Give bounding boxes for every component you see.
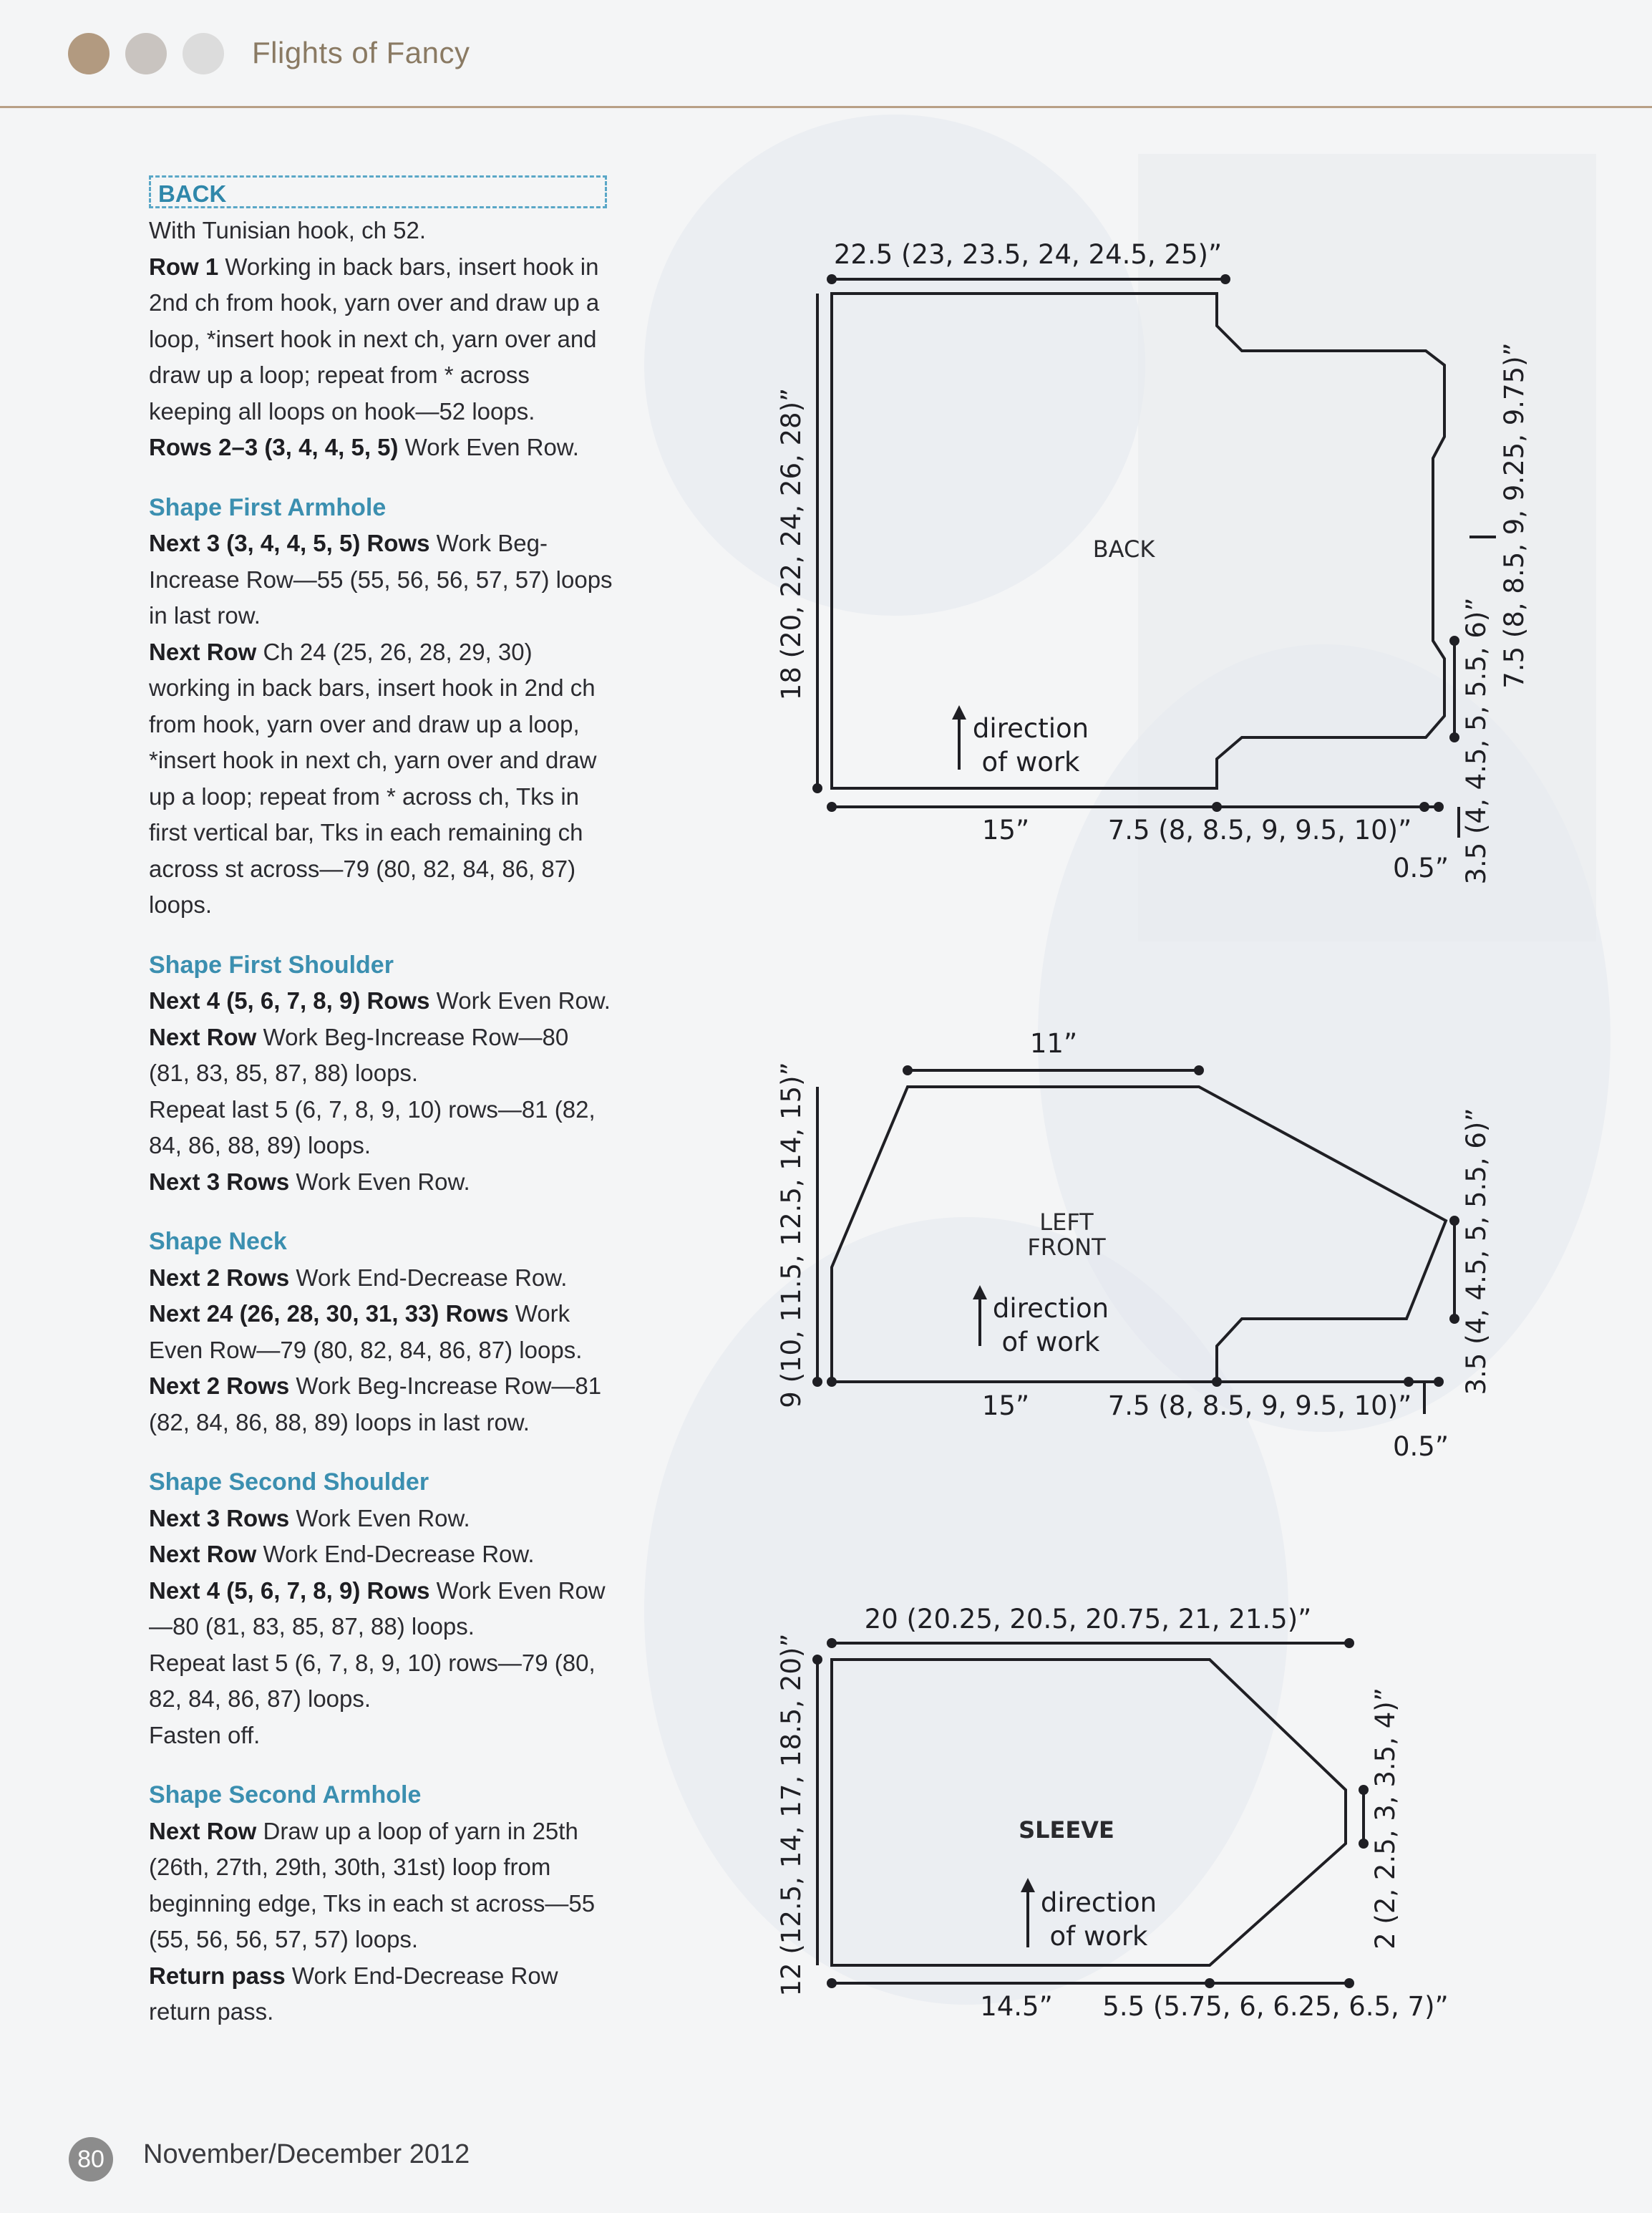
dim-dot (1449, 636, 1459, 646)
section-heading: Shape Second Armhole (149, 1781, 422, 1808)
dim-dot (827, 1377, 837, 1387)
instruction-text: Work Even Row. (429, 987, 611, 1014)
dim-dot (1205, 1978, 1215, 1988)
back-armhole-height: 3.5 (4, 4.5, 5, 5.5, 6)” (1461, 597, 1492, 885)
instruction-text: Repeat last 5 (6, 7, 8, 9, 10) rows—81 (82, 84, 86, 88, 89) loops. (149, 1095, 596, 1158)
instruction-label: Next 24 (26, 28, 30, 31, 33) Rows (149, 1300, 509, 1327)
front-label: FRONT (1027, 1234, 1106, 1261)
dim-dot (827, 1978, 837, 1988)
sleeve-label: SLEEVE (1019, 1816, 1114, 1844)
dim-dot (1344, 1978, 1354, 1988)
dim-dot (1434, 1377, 1444, 1387)
instruction-text: Fasten off. (149, 1721, 261, 1748)
front-right-height: 3.5 (4, 4.5, 5, 5.5, 6)” (1461, 1108, 1492, 1395)
instruction-label: Next 2 Rows (149, 1372, 290, 1399)
arrow-head (973, 1285, 987, 1299)
section-heading: Shape Second Shoulder (149, 1468, 429, 1496)
dim-dot (1220, 274, 1230, 284)
front-left-height: 9 (10, 11.5, 12.5, 14, 15)” (776, 1062, 807, 1408)
dim-dot (1344, 1638, 1354, 1648)
magazine-section-title: Flights of Fancy (252, 36, 470, 69)
dim-dot (1419, 802, 1429, 812)
instruction-label: Return pass (149, 1962, 286, 1989)
dim-dot (827, 802, 837, 812)
instruction-label: Next Row (149, 1817, 257, 1844)
sleeve-top-width: 20 (20.25, 20.5, 20.75, 21, 21.5)” (864, 1604, 1312, 1635)
instruction-text: Work Even Row. (289, 1504, 470, 1531)
arrow-head (952, 705, 966, 720)
instruction-label: Next Row (149, 1541, 257, 1567)
instruction-text: Work Beg-Increase Row—80 (81, 83, 85, 87, 88) loops. (149, 1023, 569, 1086)
direction-label: direction (1040, 1887, 1157, 1918)
back-small-dim: 0.5” (1392, 853, 1449, 883)
back-label: BACK (1092, 536, 1155, 563)
instruction-label: Next 4 (5, 6, 7, 8, 9) Rows (149, 1577, 430, 1604)
issue-date: November/December 2012 (143, 2139, 470, 2169)
back-right-height: 7.5 (8, 8.5, 9, 9.25, 9.75)” (1499, 342, 1530, 689)
sleeve-bottom-right: 5.5 (5.75, 6, 6.25, 6.5, 7)” (1102, 1991, 1449, 2022)
instruction-text: Work End-Decrease Row. (289, 1264, 568, 1291)
dim-dot (1194, 1065, 1204, 1075)
direction-label: direction (972, 713, 1089, 744)
dim-dot (1359, 1839, 1369, 1849)
section-heading: Shape First Armhole (149, 493, 387, 521)
sleeve-outline (832, 1660, 1346, 1965)
back-bottom-left: 15” (981, 815, 1030, 846)
dim-dot (1212, 802, 1222, 812)
instruction-text: Work Beg-Increase Row—55 (55, 56, 56, 57, 57) loops in last row. (149, 530, 613, 629)
sleeve-right-height: 2 (2, 2.5, 3, 3.5, 4)” (1370, 1687, 1401, 1950)
instruction-text: Ch 24 (25, 26, 28, 29, 30) working in back bars, insert hook in 2nd ch from hook, yarn over and draw up a loop, *insert hook in next ch, yarn over and draw up a loop; repeat from * across ch, Tks in first vertical bar, Tks in each remaining ch across st across—79 (80, 82, 84, 86, 87) loops. (149, 638, 597, 918)
section-heading: Shape First Shoulder (149, 951, 394, 979)
front-label: LEFT (1039, 1209, 1094, 1236)
instruction-text: Draw up a loop of yarn in 25th (26th, 27th, 29th, 30th, 31st) loop from beginning edge, Tks in each st across—55 (55, 56, 56, 57, 57) loops. (149, 1817, 596, 1952)
front-bottom-left: 15” (981, 1390, 1030, 1421)
instruction-label: Next Row (149, 1023, 257, 1050)
direction-label: direction (992, 1293, 1109, 1324)
instruction-text: Work Even Row. (398, 434, 579, 460)
instruction-text: Work Even Row. (289, 1168, 470, 1195)
instruction-label: Next 3 Rows (149, 1504, 290, 1531)
dim-dot (1359, 1785, 1369, 1795)
instruction-label: Row 1 (149, 253, 219, 280)
front-top-width: 11” (1029, 1028, 1078, 1059)
instruction-text: Work Beg-Increase Row—81 (82, 84, 86, 88, 89) loops in last row. (149, 1372, 602, 1435)
instruction-label: Rows 2–3 (3, 4, 4, 5, 5) (149, 434, 399, 460)
direction-label: of work (1049, 1921, 1148, 1952)
back-top-width: 22.5 (23, 23.5, 24, 24.5, 25)” (833, 239, 1223, 270)
dim-dot (1404, 1377, 1414, 1387)
page-number: 80 (69, 2137, 113, 2181)
instruction-text: Work End-Decrease Row return pass. (149, 1962, 558, 2025)
direction-label: of work (981, 747, 1080, 778)
instruction-label: Next 3 (3, 4, 4, 5, 5) Rows (149, 530, 430, 556)
left-front-outline (832, 1087, 1446, 1382)
instruction-label: Next 4 (5, 6, 7, 8, 9) Rows (149, 987, 430, 1014)
instruction-text: Work Even Row—80 (81, 83, 85, 87, 88) loops. (149, 1577, 606, 1640)
left-front-schematic (817, 1070, 1454, 1414)
dim-dot (903, 1065, 913, 1075)
front-bottom-right: 7.5 (8, 8.5, 9, 9.5, 10)” (1107, 1390, 1412, 1421)
instruction-label: Next Row (149, 638, 257, 665)
instruction-label: Next 2 Rows (149, 1264, 290, 1291)
instruction-label: Next 3 Rows (149, 1168, 290, 1195)
instruction-text: Work Even Row—79 (80, 82, 84, 86, 87) loops. (149, 1300, 583, 1363)
direction-label: of work (1001, 1327, 1100, 1357)
instruction-text: Repeat last 5 (6, 7, 8, 9, 10) rows—79 (80, 82, 84, 86, 87) loops. (149, 1649, 596, 1712)
dim-dot (1212, 1377, 1222, 1387)
dim-dot (827, 1638, 837, 1648)
back-bottom-right: 7.5 (8, 8.5, 9, 9.5, 10)” (1107, 815, 1412, 846)
back-schematic (817, 279, 1496, 838)
front-small-dim: 0.5” (1392, 1431, 1449, 1462)
instruction-text: Working in back bars, insert hook in 2nd ch from hook, yarn over and draw up a loop, *insert hook in next ch, yarn over and draw up a loop; repeat from * across keeping all loops on hook—52 loops. (149, 253, 600, 425)
dim-dot (827, 274, 837, 284)
dim-dot (1449, 732, 1459, 742)
back-left-height: 18 (20, 22, 24, 26, 28)” (776, 387, 807, 701)
dim-dot (812, 1377, 822, 1387)
section-heading: Shape Neck (149, 1228, 287, 1255)
sleeve-bottom-left: 14.5” (980, 1991, 1053, 2022)
dim-dot (1434, 802, 1444, 812)
sleeve-left-height: 12 (12.5, 14, 17, 18.5, 20)” (776, 1633, 807, 1997)
instruction-text: Work End-Decrease Row. (256, 1541, 535, 1567)
back-heading: BACK (149, 175, 607, 208)
dim-dot (812, 1655, 822, 1665)
intro-text: With Tunisian hook, ch 52. (149, 217, 427, 243)
dim-dot (812, 783, 822, 793)
dim-dot (1449, 1216, 1459, 1226)
arrow-head (1021, 1878, 1035, 1892)
dim-dot (1449, 1314, 1459, 1324)
